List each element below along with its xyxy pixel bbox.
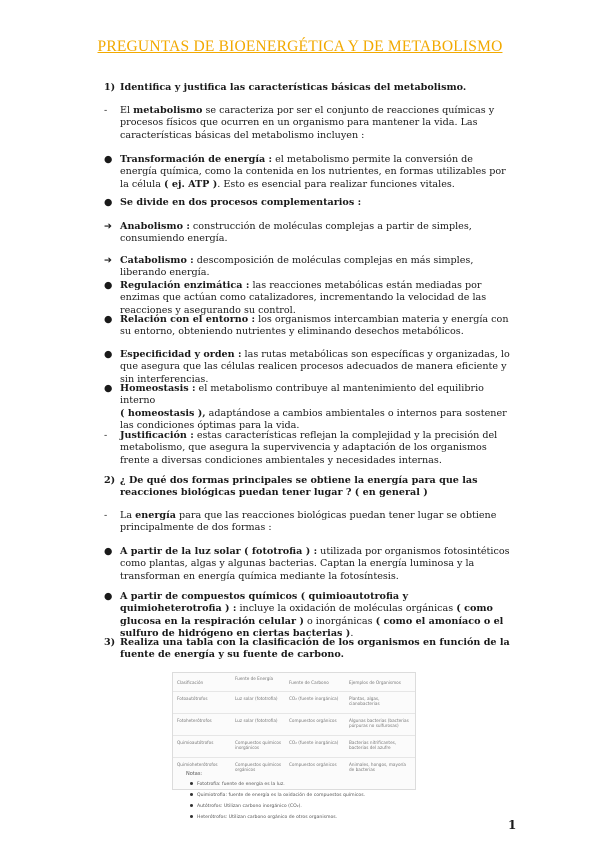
question-1-number: 1) [104,82,116,93]
table-cell: Compuestos orgánicos [289,762,337,767]
table-row [173,713,415,736]
question-3-heading: Realiza una tabla con la clasificación de los organismos en función de la fuente de energía y su fuente de carbono. [120,637,510,661]
homeostasis-item: Homeostasis : el metabolismo contribuye al mantenimiento del equilibrio interno ( homeostasis ), adaptándose a cambios ambientales o internos para sostener las condiciones óptimas para la vida. [120,383,507,432]
bullet-icon: ● [104,154,113,165]
page-title: PREGUNTAS DE BIOENERGÉTICA Y DE METABOLISMO [97,38,503,55]
table-cell: Algunas bacterias (bacterias púrpuras no sulfurosas) [349,718,409,728]
table-row [173,757,415,780]
table-row [173,691,415,714]
table-cell: CO₂ (fuente inorgánica) [289,696,339,701]
table-cell: Plantas, algas, cianobacterias [349,696,380,706]
catabolism-item: Catabolismo : descomposición de moléculas complejas en más simples, liberando energía. [120,255,474,279]
question-2-heading: ¿ De qué dos formas principales se obtiene la energía para que las reacciones biológicas puedan tener lugar ? ( en general ) [120,475,478,499]
bullet-icon: ● [104,314,113,325]
chemical-compounds-item: A partir de compuestos químicos ( quimioautotrofia y quimioheterotrofia ) : incluye la oxidación de moléculas orgánicas ( como glucosa en la respiración celular ) o inorgánicas ( como el amoníaco o el sulfuro de hidrógeno en ciertas bacterias ). [120,591,504,640]
notes-label: Notas: [186,771,203,777]
bullet-icon [190,793,193,796]
bullet-icon [190,804,193,807]
organism-classification-table [172,672,416,790]
divide-heading: Se divide en dos procesos complementarios : [120,197,362,208]
q1-intro-paragraph: El metabolismo se caracteriza por ser el conjunto de reacciones químicas y procesos físicos que ocurren en un organismo para mantener la vida. Las características básicas del metabolismo incluyen : [120,105,495,141]
bullet-icon [190,815,193,818]
table-header-cell: Fuente de Carbono [289,680,329,685]
table-cell: Compuestos orgánicos [289,718,337,723]
enzyme-regulation-item: Regulación enzimática : las reacciones metabólicas están mediadas por enzimas que actúan como catalizadores, incrementando la velocidad de las reacciones y asegurando su control. [120,280,487,316]
note-item: Autótrofos: Utilizan carbono inorgánico (CO₂). [190,804,302,809]
arrow-right-icon: ➔ [104,255,113,266]
q2-intro-paragraph: La energía para que las reacciones biológicas puedan tener lugar se obtiene principalmente de dos formas : [120,510,497,534]
solar-light-item: A partir de la luz solar ( fototrofia ) : utilizada por organismos fotosintéticos como plantas, algas y algunas bacterias. Captan la energía luminosa y la transforman en energía química mediante la fotosíntesis. [120,546,510,582]
dash-marker: - [104,510,108,521]
table-header-cell: Clasificación [177,680,204,685]
table-cell: Fotoautótrofos [177,696,208,701]
note-item: Quimiotrofia: fuente de energía es la oxidación de compuestos químicos. [190,793,365,798]
table-cell: Compuestos químicos orgánicos [235,762,282,772]
table-cell: Animales, hongos, mayoría de bacterias [349,762,406,772]
table-cell: Compuestos químicos inorgánicos [235,740,282,750]
table-cell: Luz solar (fototrofia) [235,718,278,723]
environment-relation-item: Relación con el entorno : los organismos intercambian materia y energía con su entorno, obteniendo nutrientes y eliminando desechos metabólicos. [120,314,509,338]
bullet-icon: ● [104,383,113,394]
bullet-icon: ● [104,349,113,360]
table-row [173,735,415,758]
note-item: Heterótrofos: Utilizan carbono orgánico de otros organismos. [190,815,337,820]
bullet-icon: ● [104,546,113,557]
table-cell: Fotoheterótrofos [177,718,212,723]
table-cell: Quimioheterótrofos [177,762,218,767]
note-item: Fototrofia: fuente de energía es la luz. [190,782,285,787]
dash-marker: - [104,430,108,441]
bullet-icon [190,782,193,785]
table-cell: Bacterias nitrificantes, bacterias del azufre [349,740,397,750]
table-cell: Luz solar (fototrofia) [235,696,278,701]
table-header-row [173,673,415,691]
table-cell: CO₂ (fuente inorgánica) [289,740,339,745]
energy-transformation-item: Transformación de energía : el metabolismo permite la conversión de energía química, como la contenida en los nutrientes, en formas utilizables por la célula ( ej. ATP ). Esto es esencial para realizar funciones vitales. [120,154,506,190]
justification-paragraph: Justificación : estas características reflejan la complejidad y la precisión del metabolismo, que asegura la supervivencia y adaptación de los organismos frente a diversas condiciones ambientales y necesidades internas. [120,430,498,466]
bullet-icon: ● [104,197,113,208]
specificity-order-item: Especificidad y orden : las rutas metabólicas son específicas y organizadas, lo que asegura que las células realicen procesos adecuados de manera eficiente y sin interferencias. [120,349,510,385]
bullet-icon: ● [104,591,113,602]
anabolism-item: Anabolismo : construcción de moléculas complejas a partir de simples, consumiendo energía. [120,221,472,245]
arrow-right-icon: ➔ [104,221,113,232]
bullet-icon: ● [104,280,113,291]
table-header-cell: Ejemplos de Organismos [349,680,401,685]
question-2-number: 2) [104,475,116,486]
question-3-number: 3) [104,637,116,648]
dash-marker: - [104,105,108,116]
table-header-cell: Fuente de Energía [235,676,274,681]
question-1-heading: Identifica y justifica las características básicas del metabolismo. [120,82,467,93]
page-number: 1 [508,818,517,832]
table-cell: Quimioautótrofos [177,740,214,745]
